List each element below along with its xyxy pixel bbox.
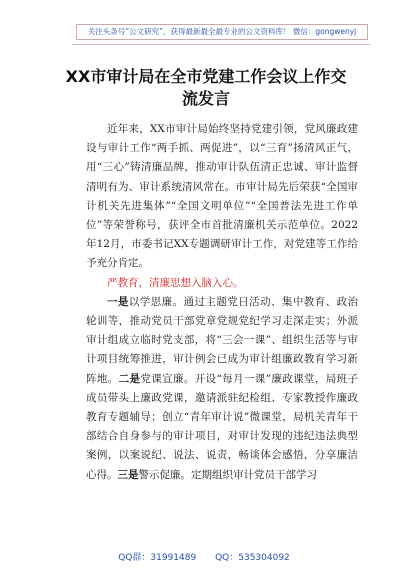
document-body: [86, 120, 358, 485]
document-title: XX市审计局在全市党建工作会议上作交流发言: [65, 67, 347, 108]
lead-marker-3: 三是: [117, 468, 139, 481]
measure-text-3: 警示促廉。定期组织审计党员干部学习: [138, 468, 317, 481]
banner-divider: [72, 44, 370, 45]
footer: [0, 550, 408, 563]
top-banner: 关注头条号“公文研究”，获得最新最全最专业的公文资料库！ 微信：gongwenyj: [76, 24, 368, 40]
intro-paragraph: 近年来，XX市审计局始终坚持党建引领，党风廉政建设与审计工作“两手抓、两促进”，以“三育”扬清风正气，用“三心”铸清廉品牌，推动审计队伍清正忠诚、审计监督清明有为、审计系统清风常在。市审计局先后荣获“全国审计机关先进集体”“全国文明单位”“全国普法先进工作单位”等荣誉称号，获评全市首批清廉机关示范单位。2022年12月，市委书记XX专题调研审计工作，对党建等工作给予充分肯定。: [86, 123, 358, 270]
section-heading: 严教育，清廉思想入脑入心。: [107, 276, 244, 289]
lead-marker-2: 二是: [118, 372, 141, 385]
measure-text-2: 党课宣廉。开设“每月一课”廉政课堂，局班子成员带头上廉政党课，邀请派驻纪检组、专家教授作廉政教育专题辅导；创立“青年审计说”微课堂，局机关青年干部结合自身参与的审计项目，对审计发现的违纪违法典型案例，以案说纪、说法、说责，畅谈体会感悟，分享廉洁心得。: [86, 372, 359, 481]
measure-text-1: 以学思廉。通过主题党日活动、集中教育、政治轮训等，推动党员干部党章党规党纪学习走深走实；外派审计组成立临时党支部，将“三会一课”、组织生活等与审计项目统筹推进，审计例会已成为审计组廉政教育学习新阵地。: [86, 295, 359, 385]
footer-qq-group: QQ群：31991489: [118, 553, 197, 563]
footer-qq: QQ：535304092: [215, 553, 290, 563]
measures-paragraph: [86, 293, 358, 485]
lead-marker-1: 一是: [107, 295, 129, 308]
